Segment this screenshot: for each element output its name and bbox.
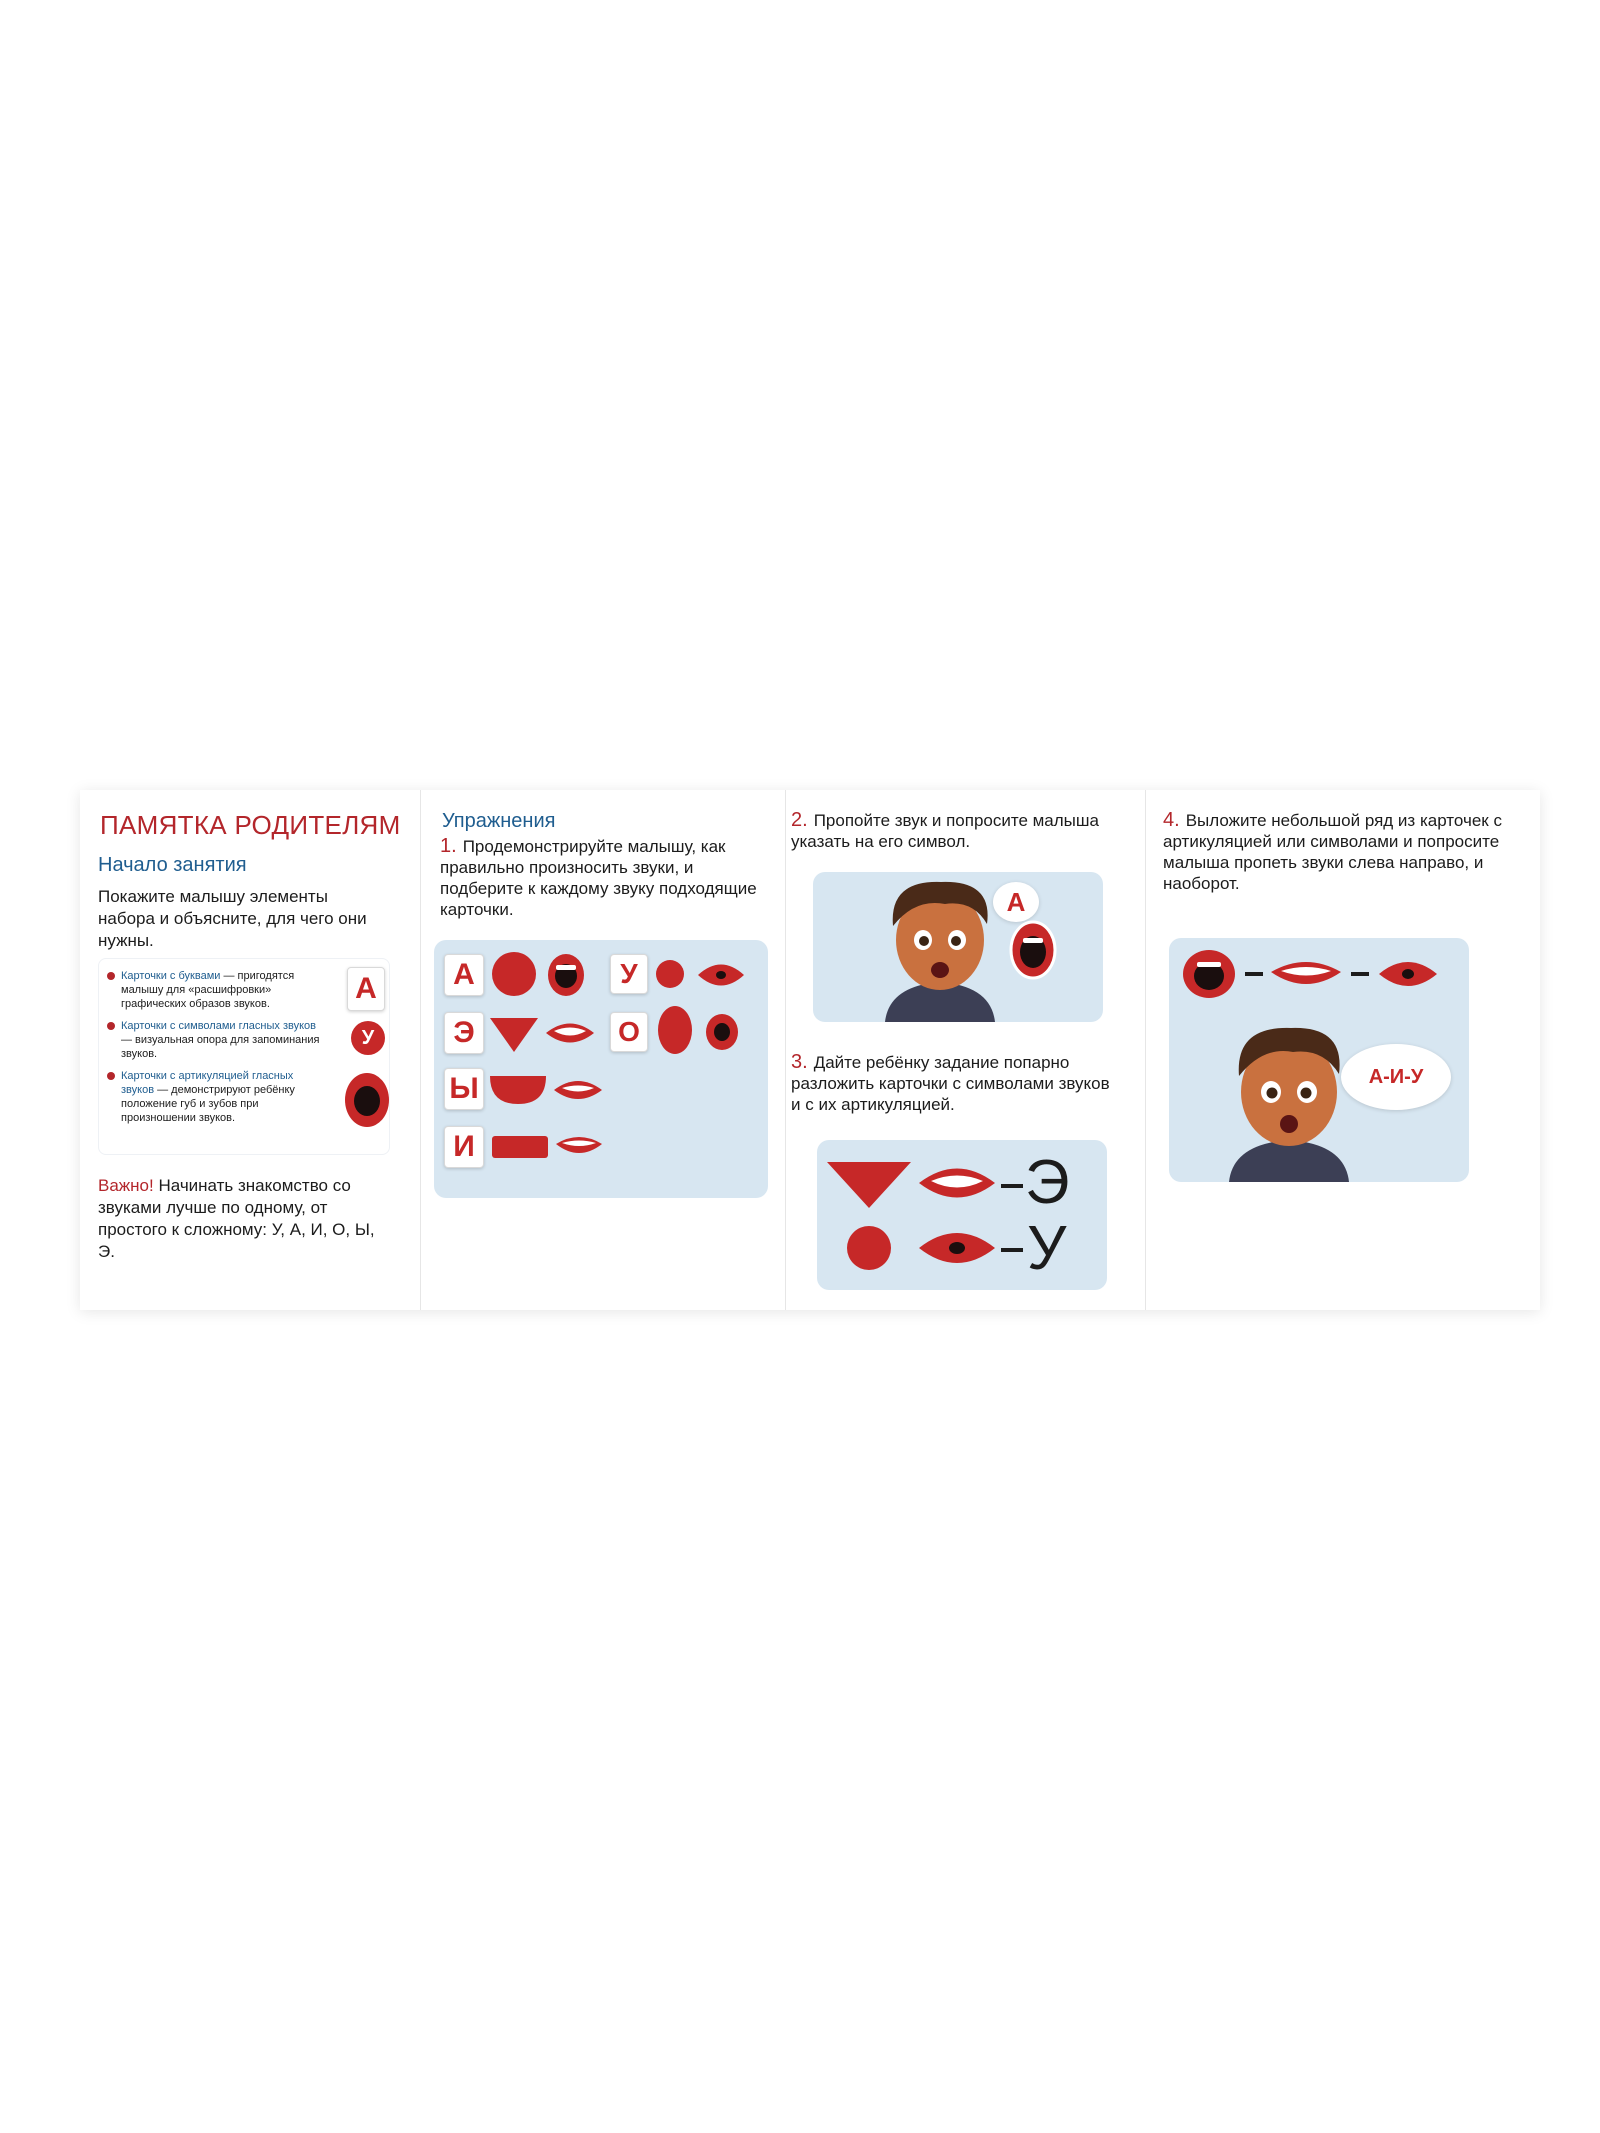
list-item	[105, 1019, 325, 1061]
mouth-u-card-icon	[696, 960, 746, 990]
matching-cards-box	[434, 940, 768, 1198]
row-letter-u: У	[1027, 1214, 1067, 1283]
mouth-u-card-icon	[917, 1226, 997, 1270]
rectangle-symbol-card	[492, 1136, 548, 1158]
exercises-title: Упражнения	[442, 810, 556, 832]
bullet-term: Карточки с артикуляцией гласных звуков	[121, 1070, 294, 1096]
circle-card-sample	[351, 1021, 385, 1055]
pairing-example-box	[817, 1140, 1107, 1290]
circle-symbol-card	[492, 952, 536, 996]
dash-separator	[1245, 972, 1263, 976]
step-description: Дайте ребёнку задание попарно разложить карточки с символами звуков и с их артикуляцией.	[791, 1053, 1110, 1114]
note-label: Важно!	[98, 1176, 154, 1195]
step-3	[791, 1052, 1121, 1115]
letter-card-i: И	[444, 1126, 484, 1168]
card-types-list	[105, 969, 325, 1133]
panel-exercises	[420, 790, 785, 1310]
small-circle-symbol-card	[656, 960, 684, 988]
important-note	[98, 1175, 388, 1263]
mouth-u-card-icon	[1377, 956, 1439, 992]
step-description: Выложите небольшой ряд из карточек с артикуляцией или символами и попросите малыша пропеть звуки слева направо, и наоборот.	[1163, 811, 1502, 893]
boy-pointing-box	[813, 872, 1103, 1022]
main-title: ПАМЯТКА РОДИТЕЛЯМ	[100, 810, 401, 840]
step-description: Продемонстрируйте малышу, как правильно произносить звуки, и подберите к каждому звуку подходящие карточки.	[440, 837, 757, 919]
step-number: 1.	[440, 835, 457, 857]
panel-parents-memo	[80, 790, 420, 1310]
open-mouth-card-icon	[343, 1071, 391, 1129]
boy-illustration	[875, 874, 1005, 1022]
bullet-desc: — пригодятся малышу для «расшифровки» графических образов звуков.	[121, 970, 295, 1010]
triangle-symbol-card	[490, 1018, 538, 1052]
bullet-icon	[107, 972, 115, 980]
dash-separator	[1001, 1184, 1023, 1188]
bullet-term: Карточки с буквами	[121, 970, 221, 982]
letter-card-u: У	[610, 954, 648, 994]
bullet-desc: — визуальная опора для запоминания звуков.	[121, 1034, 320, 1060]
leaflet-sheet	[80, 790, 1540, 1310]
dash-separator	[1351, 972, 1369, 976]
half-circle-symbol-card	[490, 1076, 546, 1104]
mouth-e-card-icon	[544, 1018, 596, 1048]
mouth-a-card-icon	[546, 952, 586, 998]
list-item	[105, 969, 325, 1011]
card-types-box	[98, 958, 390, 1155]
bullet-desc: — демонстрируют ребёнку положение губ и зубов при произношении звуков.	[121, 1084, 295, 1124]
mouth-a-card-icon	[1181, 948, 1237, 1000]
step-4	[1163, 810, 1503, 894]
step-1	[440, 836, 760, 920]
mouth-e-card-icon	[917, 1160, 997, 1206]
step-description: Пропойте звук и попросите малыша указать на его символ.	[791, 811, 1099, 851]
mouth-i-card-icon	[554, 1132, 604, 1160]
step-number: 2.	[791, 809, 808, 831]
circle-card-letter: У	[361, 1026, 375, 1049]
mouth-i-card-icon	[1269, 956, 1343, 992]
circle-symbol-card	[847, 1226, 891, 1270]
mouth-y-card-icon	[552, 1076, 604, 1104]
letter-bubble: А	[993, 882, 1039, 922]
letter-card-o: О	[610, 1012, 648, 1052]
sequence-example-box	[1169, 938, 1469, 1182]
bullet-term: Карточки с символами гласных звуков	[121, 1020, 316, 1032]
triangle-symbol-card	[827, 1162, 911, 1208]
section-subtitle: Начало занятия	[98, 854, 247, 876]
note-text: Начинать знакомство со звуками лучше по одному, от простого к сложному: У, А, И, О, Ы, Э.	[98, 1176, 375, 1261]
intro-text: Покажите малышу элементы набора и объясните, для чего они нужны.	[98, 887, 367, 950]
letter-card-sample: А	[347, 967, 385, 1011]
letter-card-a: А	[444, 954, 484, 996]
letter-card-y: Ы	[444, 1068, 484, 1110]
mouth-o-card-icon	[704, 1012, 740, 1052]
dash-separator	[1001, 1248, 1023, 1252]
held-mouth-card-icon	[1009, 916, 1057, 980]
step-2	[791, 810, 1121, 852]
oval-symbol-card	[658, 1006, 692, 1054]
boy-singing-illustration	[1219, 1018, 1359, 1182]
bullet-icon	[107, 1022, 115, 1030]
step-number: 4.	[1163, 809, 1180, 831]
panel-step-4	[1145, 790, 1540, 1310]
letter-card-e: Э	[444, 1012, 484, 1054]
step-number: 3.	[791, 1051, 808, 1073]
sound-sequence-bubble: А-И-У	[1341, 1044, 1451, 1110]
row-letter-e: Э	[1025, 1148, 1070, 1217]
list-item	[105, 1069, 325, 1125]
panel-steps-2-3	[785, 790, 1145, 1310]
bullet-icon	[107, 1072, 115, 1080]
